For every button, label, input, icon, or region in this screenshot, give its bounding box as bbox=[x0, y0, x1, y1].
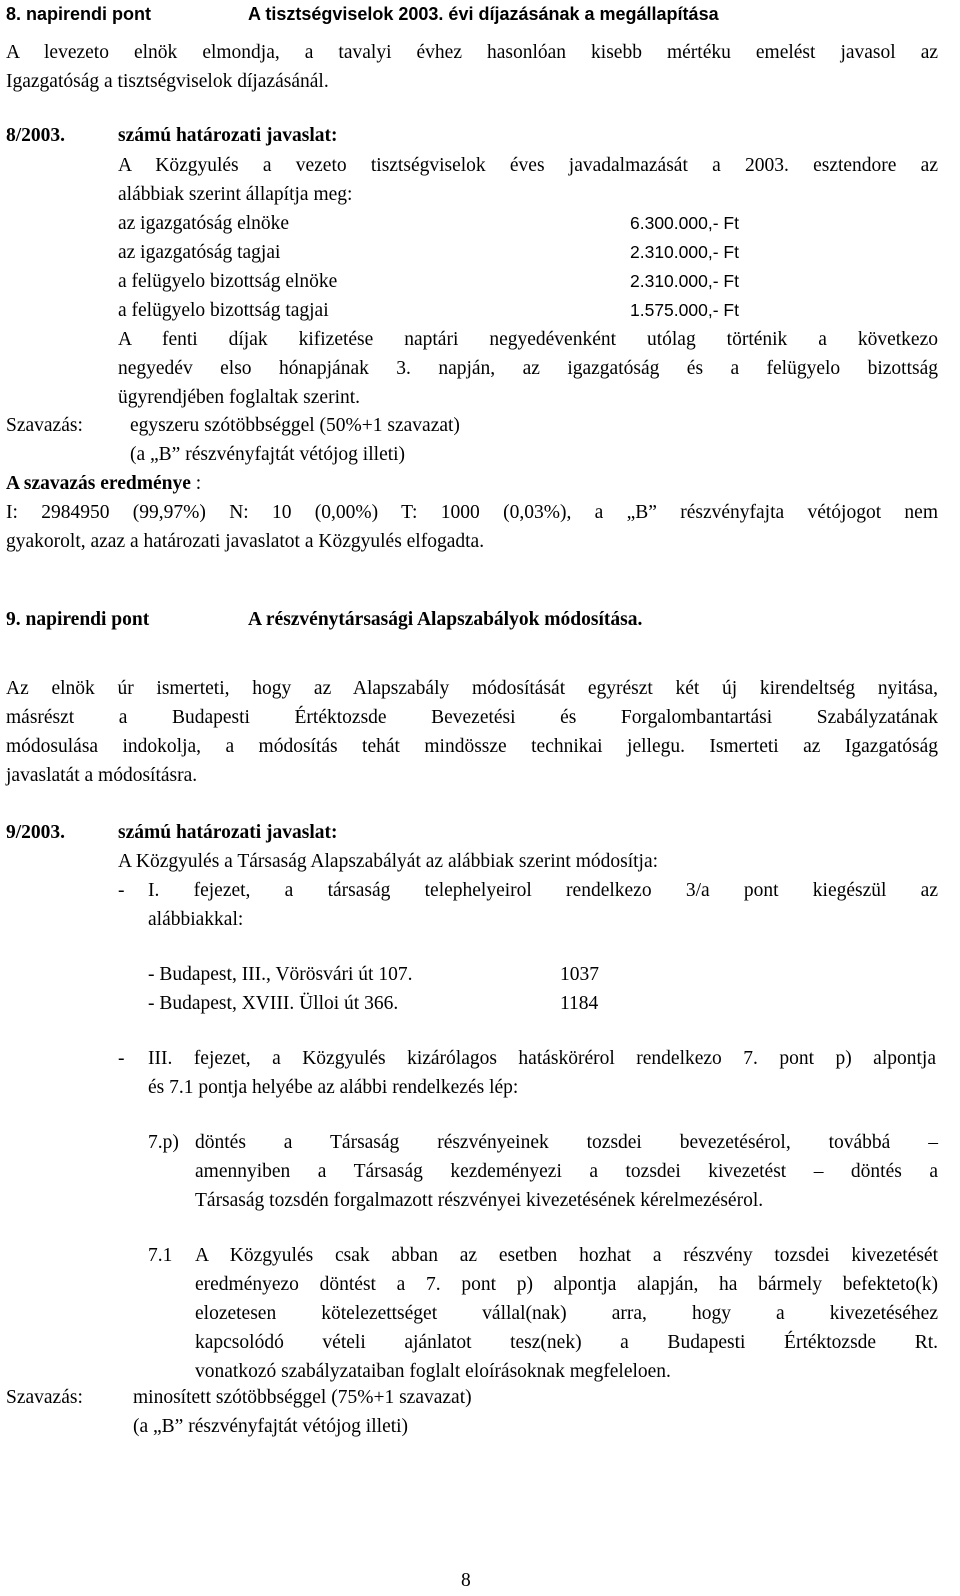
clause-71-line-5: vonatkozó szabályzataiban foglalt eloírásoknak megfeleloen. bbox=[195, 1361, 671, 1382]
clause-71-line-1: A Közgyulés csak abban az esetben hozhat a részvény tozsdei kivezetését bbox=[195, 1245, 938, 1266]
clause-7p-line-1: döntés a Társaság részvényeinek tozsdei bevezetésérol, továbbá – bbox=[195, 1132, 938, 1153]
section8-intro-line-2: Igazgatóság a tisztségviselok díjazásánál. bbox=[6, 71, 329, 92]
resolution-8-line-1: A Közgyulés a vezeto tisztségviselok éves javadalmazását a 2003. esztendore az bbox=[118, 155, 938, 176]
address-line: - Budapest, III., Vörösvári út 107. bbox=[148, 964, 413, 985]
vote-result-label: A szavazás eredménye bbox=[6, 473, 191, 494]
section9-intro-line-1: Az elnök úr ismerteti, hogy az Alapszabály módosítását egyrészt két új kirendeltség nyitása, bbox=[6, 678, 938, 699]
vote-label: Szavazás: bbox=[6, 415, 83, 436]
address-postcode: 1037 bbox=[560, 964, 599, 985]
agenda-item-8-title: A tisztségviselok 2003. évi díjazásának a megállapítása bbox=[248, 4, 719, 24]
clause-7p-label: 7.p) bbox=[148, 1132, 179, 1153]
vote-note: (a „B” részvényfajtát vétójog illeti) bbox=[130, 444, 406, 465]
payment-line-2: negyedév elso hónapjának 3. napján, az igazgatóság és a felügyelo bizottság bbox=[118, 358, 938, 379]
item1-line-2: alábbiakkal: bbox=[148, 909, 244, 930]
resolution-8-number: 8/2003. bbox=[6, 125, 66, 146]
resolution-9-number: 9/2003. bbox=[6, 822, 66, 843]
address-postcode: 1184 bbox=[560, 993, 599, 1014]
clause-71-line-4: kapcsolódó vételi ajánlatot tesz(nek) a Budapesti Értéktozsde Rt. bbox=[195, 1332, 938, 1353]
fee-amount: 2.310.000,- Ft bbox=[630, 271, 739, 291]
resolution-9-label: számú határozati javaslat: bbox=[118, 822, 338, 843]
fee-amount: 6.300.000,- Ft bbox=[630, 213, 739, 233]
agenda-item-8-number: 8. napirendi pont bbox=[6, 4, 152, 24]
vote-method: minosített szótöbbséggel (75%+1 szavazat) bbox=[133, 1387, 472, 1408]
payment-line-1: A fenti díjak kifizetése naptári negyedévenként utólag történik a következo bbox=[118, 329, 938, 350]
clause-71-line-3: elozetesen kötelezettséget vállal(nak) arra, hogy a kivezetéséhez bbox=[195, 1303, 938, 1324]
vote-note: (a „B” részvényfajtát vétójog illeti) bbox=[133, 1416, 409, 1437]
vote-method: egyszeru szótöbbséggel (50%+1 szavazat) bbox=[130, 415, 460, 436]
fee-amount: 1.575.000,- Ft bbox=[630, 300, 739, 320]
vote-result-line-1: I: 2984950 (99,97%) N: 10 (0,00%) T: 1000 (0,03%), a „B” részvényfajta vétójogot nem bbox=[6, 502, 938, 523]
section9-intro-line-2: másrészt a Budapesti Értéktozsde Bevezetési és Forgalombantartási Szabályzatának bbox=[6, 707, 938, 728]
list-dash: - bbox=[118, 880, 125, 901]
item2-line-2: és 7.1 pontja helyébe az alábbi rendelkezés lép: bbox=[148, 1077, 519, 1098]
clause-71-line-2: eredményezo döntést a 7. pont p) alpontja alapján, ha bármely befekteto(k) bbox=[195, 1274, 938, 1295]
fee-role: a felügyelo bizottság tagjai bbox=[118, 300, 329, 321]
section8-intro-line-1: A levezeto elnök elmondja, a tavalyi évhez hasonlóan kisebb mértéku emelést javasol az bbox=[6, 42, 938, 63]
vote-label: Szavazás: bbox=[6, 1387, 83, 1408]
resolution-8-label: számú határozati javaslat: bbox=[118, 125, 338, 146]
fee-role: az igazgatóság elnöke bbox=[118, 213, 290, 234]
vote-result-heading bbox=[6, 469, 201, 498]
clause-7p-line-3: Társaság tozsdén forgalmazott részvényei kivezetésének kérelmezésérol. bbox=[195, 1190, 764, 1211]
payment-line-3: ügyrendjében foglaltak szerint. bbox=[118, 387, 361, 408]
vote-result-line-2: gyakorolt, azaz a határozati javaslatot a Közgyulés elfogadta. bbox=[6, 531, 485, 552]
fee-amount: 2.310.000,- Ft bbox=[630, 242, 739, 262]
agenda-item-9-title: A részvénytársasági Alapszabályok módosítása. bbox=[248, 609, 643, 630]
section9-intro-line-4: javaslatát a módosításra. bbox=[6, 765, 198, 786]
resolution-9-line: A Közgyulés a Társaság Alapszabályát az alábbiak szerint módosítja: bbox=[118, 851, 659, 872]
item2-line-1: III. fejezet, a Közgyulés kizárólagos hatáskörérol rendelkezo 7. pont p) alpontja bbox=[148, 1048, 936, 1069]
item1-line-1: I. fejezet, a társaság telephelyeirol rendelkezo 3/a pont kiegészül az bbox=[148, 880, 938, 901]
fee-role: az igazgatóság tagjai bbox=[118, 242, 281, 263]
resolution-8-line-2: alábbiak szerint állapítja meg: bbox=[118, 184, 353, 205]
clause-71-label: 7.1 bbox=[148, 1245, 173, 1266]
vote-result-colon: : bbox=[195, 473, 202, 494]
section9-intro-line-3: módosulása indokolja, a módosítás tehát mindössze technikai jellegu. Ismerteti az Igazgatóság bbox=[6, 736, 938, 757]
clause-7p-line-2: amennyiben a Társaság kezdeményezi a tozsdei kivezetést – döntés a bbox=[195, 1161, 938, 1182]
list-dash: - bbox=[118, 1048, 125, 1069]
address-line: - Budapest, XVIII. Ülloi út 366. bbox=[148, 993, 399, 1014]
page-number: 8 bbox=[461, 1570, 471, 1591]
fee-role: a felügyelo bizottság elnöke bbox=[118, 271, 338, 292]
agenda-item-9-number: 9. napirendi pont bbox=[6, 609, 150, 630]
